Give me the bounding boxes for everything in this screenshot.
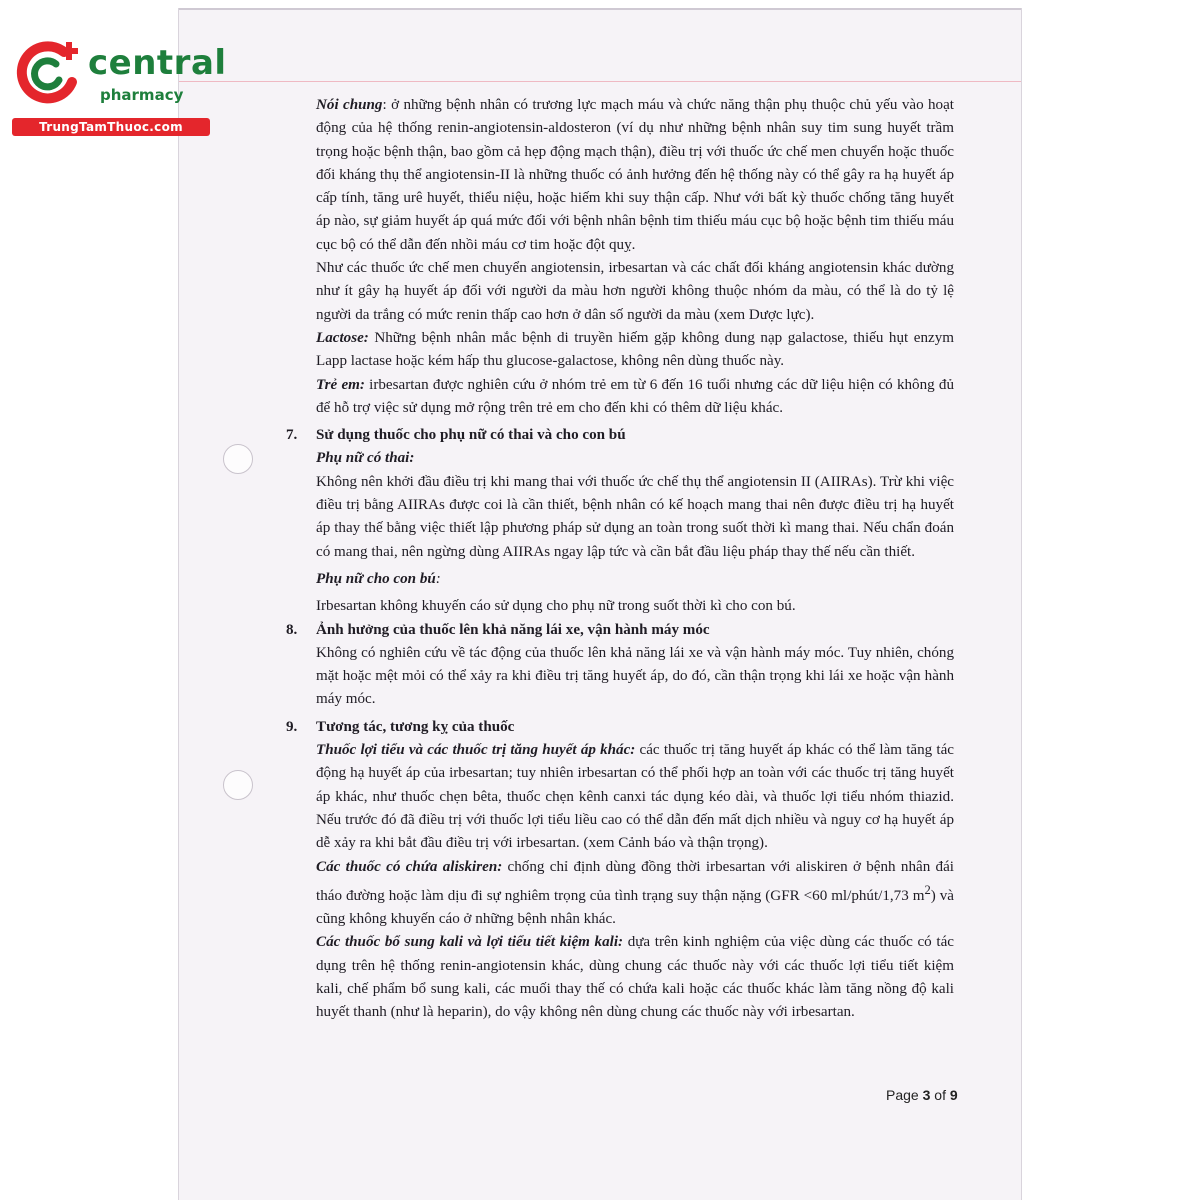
label-pregnant: Phụ nữ có thai: [316,450,415,467]
section-7-heading [286,424,954,447]
paragraph-diuretics [286,739,954,855]
label-lactose: Lactose: [316,329,369,346]
section-number: 8. [286,621,298,638]
paragraph-general [286,94,954,257]
paragraph-aliskiren [286,856,954,932]
brand-website[interactable]: TrungTamThuoc.com [12,118,210,136]
page-word: Page [886,1087,919,1103]
section-number: 7. [286,427,298,444]
text-children: irbesartan được nghiên cứu ở nhóm trẻ em từ 6 đến 16 tuổi nhưng các dữ liệu hiện có không đủ để hỗ trợ việc sử dụng mở rộng trên trẻ em cho đến khi có thêm dữ liệu khác. [316,376,954,416]
page-current: 3 [922,1087,931,1103]
document-body [286,94,954,1025]
text-lactose: Những bệnh nhân mắc bệnh di truyền hiếm gặp không dung nạp galactose, thiếu hụt enzym Lapp lactase hoặc kém hấp thu glucose-galactose, không nên dùng thuốc này. [316,329,954,370]
section-title: Tương tác, tương kỵ của thuốc [316,718,515,735]
page-total: 9 [949,1087,958,1103]
label-breastfeeding-line [286,568,954,591]
label-aliskiren: Các thuốc có chứa aliskiren: [316,858,503,875]
section-title: Ảnh hưởng của thuốc lên khả năng lái xe, vận hành máy móc [316,621,710,638]
label-general: Nói chung [316,97,383,113]
label-breastfeeding-colon: : [435,570,441,587]
superscript-2: 2 [924,882,931,897]
label-potassium: Các thuốc bổ sung kali và lợi tiểu tiết kiệm kali: [316,934,624,951]
section-title: Sử dụng thuốc cho phụ nữ có thai và cho con bú [316,427,626,444]
header-rule [179,81,1021,82]
section-9-heading [286,716,954,739]
paragraph-children [286,374,954,421]
text-diuretics: các thuốc trị tăng huyết áp khác có thể làm tăng tác động hạ huyết áp của irbesartan; tuy nhiên irbesartan có thể phối hợp an toàn với các thuốc trị tăng huyết áp khác, như thuốc chẹn bêta, thuốc chẹn kênh canxi tác dụng kéo dài, và thuốc lợi tiểu nhóm thiazid. Nếu trước đó đã điều trị với thuốc lợi tiểu liều cao có thể dẫn đến mất dịch nhiều và nguy cơ hạ huyết áp dễ xảy ra khi bắt đầu điều trị với irbesartan. (xem Cảnh báo và thận trọng). [316,742,954,852]
text-potassium: dựa trên kinh nghiệm của việc dùng các thuốc có tác dụng trên hệ thống renin-angiotensin khác, dùng chung các thuốc này với các thuốc lợi tiểu tiết kiệm kali, chế phẩm bổ sung kali, các muối thay thế có chứa kali hoặc các thuốc khác làm tăng nồng độ kali huyết thanh (như là heparin), do vậy không nên dùng chung các thuốc này với irbesartan. [316,934,954,1021]
paragraph-potassium [286,931,954,1024]
punch-hole [223,444,253,474]
label-children: Trẻ em: [316,376,365,393]
paragraph-breastfeeding: Irbesartan không khuyến cáo sử dụng cho phụ nữ trong suốt thời kì cho con bú. [316,598,796,615]
central-pharmacy-logo-icon [12,38,82,108]
brand-logo[interactable] [12,38,227,138]
page-number [886,1087,958,1103]
brand-name: central [88,43,227,83]
text-aliskiren: chống chỉ định dùng đồng thời irbesartan với aliskiren ở bệnh nhân đái tháo đường hoặc làm dịu đi sự nghiêm trọng của tình trạng suy thận nặng (GFR <60 ml/phút/1,73 m [316,858,955,904]
punch-hole [223,770,253,800]
label-diuretics: Thuốc lợi tiểu và các thuốc trị tăng huyết áp khác: [316,742,636,759]
text-general: : ở những bệnh nhân có trương lực mạch máu và chức năng thận phụ thuộc chủ yếu vào hoạt động của hệ thống renin-angiotensin-aldosteron (ví dụ như những bệnh nhân suy tim sung huyết trầm trọng hoặc bệnh thận, bao gồm cả hẹp động mạch thận), điều trị với thuốc ức chế men chuyển hoặc thuốc đối kháng thụ thể angiotensin-II là những thuốc có ảnh hưởng đến hệ thống này có thể gây ra hạ huyết áp cấp tính, tăng urê huyết, thiểu niệu, hoặc hiếm khi suy thận cấp. Như với bất kỳ thuốc chống tăng huyết áp nào, sự giảm huyết áp quá mức đối với bệnh nhân bệnh tim thiếu máu cục bộ hoặc bệnh tim thiếu máu cục bộ có thể dẫn đến nhồi máu cơ tim hoặc đột quỵ. [316,97,955,253]
brand-subtitle: pharmacy [100,86,184,104]
paragraph-driving: Không có nghiên cứu về tác động của thuốc lên khả năng lái xe và vận hành máy móc. Tuy nhiên, chóng mặt hoặc mệt mỏi có thể xảy ra khi điều trị tăng huyết áp, do đó, cần thận trọng khi lái xe hoặc vận hành máy móc. [316,644,954,708]
page-of-word: of [934,1087,946,1103]
page-top-edge [179,8,1021,10]
paragraph-race: Như các thuốc ức chế men chuyển angiotensin, irbesartan và các chất đối kháng angiotensin khác dường như ít gây hạ huyết áp đối với người da màu hơn người không thuộc nhóm da màu, có thể là do tỷ lệ người da trắng có mức renin thấp cao hơn ở dân số người da màu (xem Dược lực). [316,260,954,323]
section-number: 9. [286,718,298,735]
section-8-heading [286,619,954,642]
paragraph-lactose [286,327,954,374]
text-aliskiren-end: ) và cũng không khuyến cáo ở những bệnh nhân khác. [316,887,954,928]
label-breastfeeding: Phụ nữ cho con bú [316,570,436,587]
paragraph-pregnant: Không nên khởi đầu điều trị khi mang thai với thuốc ức chế thụ thể angiotensin II (AIIRAs). Trừ khi việc điều trị bằng AIIRAs được coi là cần thiết, bệnh nhân có kế hoạch mang thai nên được điều trị hạ huyết áp thay thế bằng việc thiết lập phương pháp sử dụng an toàn trong suốt thời kì mang thai. Nếu chẩn đoán có mang thai, nên ngừng dùng AIIRAs ngay lập tức và cần bắt đầu liệu pháp thay thế nếu cần thiết. [316,473,954,560]
